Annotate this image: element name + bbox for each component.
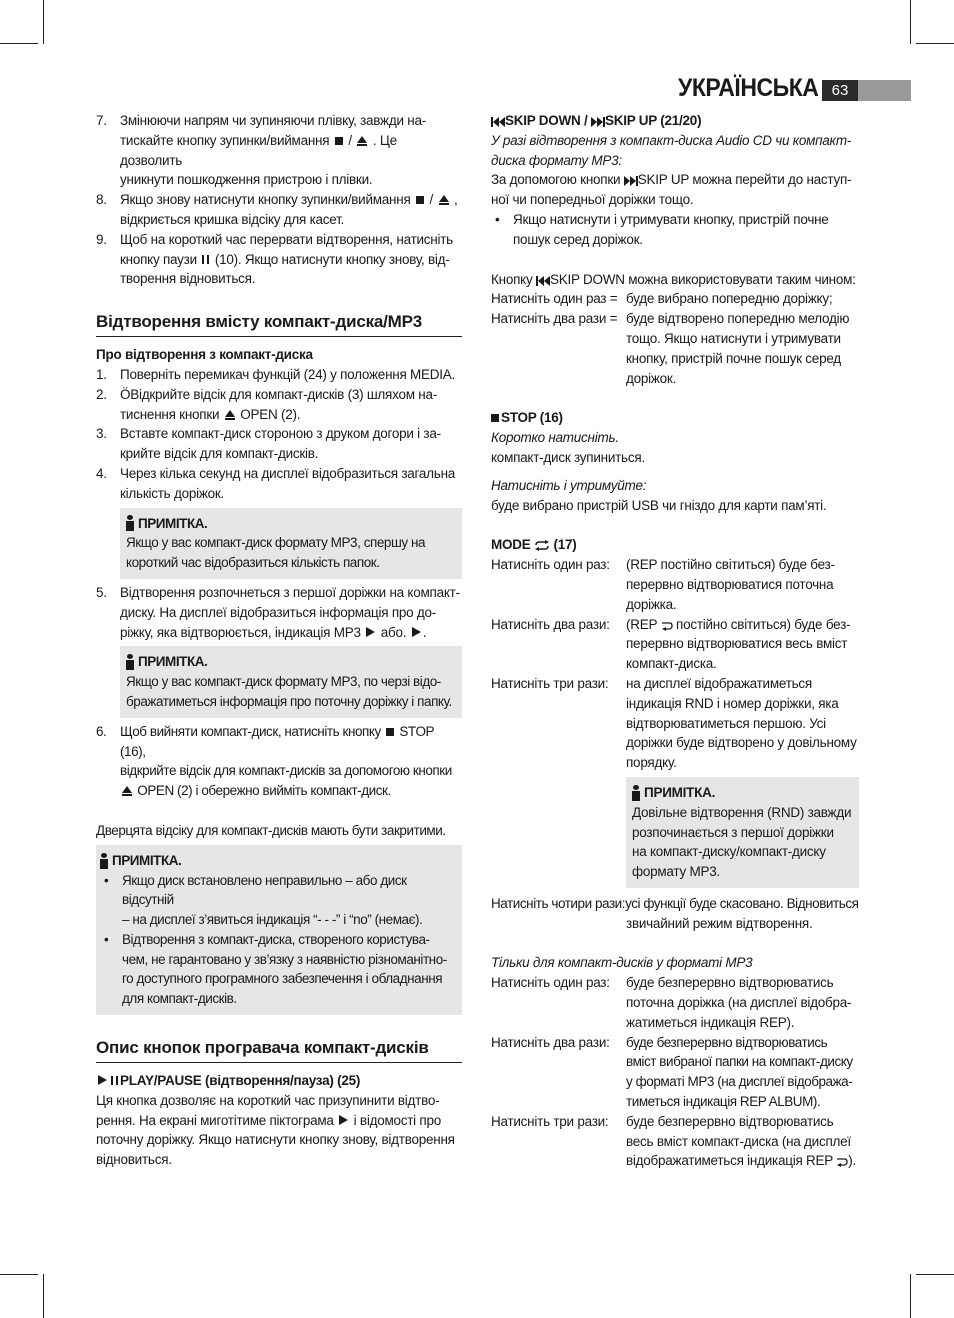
crop-mark [910, 1274, 911, 1318]
skip-back-icon [536, 276, 550, 286]
italic-line: У разі відтворення з компакт-диска Audio CD чи компакт- [491, 132, 852, 148]
bullet-item: • Відтворення з компакт-диска, створеного користува- чем, не гарантовано у зв’язку з наявністю різноманітно- го доступного програмного забезпечення і обладнання для компакт-дисків. [104, 931, 447, 1007]
section-heading-buttons: Опис кнопок програвача компакт-дисків [96, 1037, 462, 1063]
press-row: Натисніть один раз = буде вибрано попередню доріжку; [491, 291, 833, 307]
pause-icon [202, 255, 209, 264]
page-language-title: УКРАЇНСЬКА [678, 74, 819, 102]
info-icon [100, 853, 108, 869]
repeat-icon [534, 540, 550, 551]
italic-line: Коротко натисніть. [491, 430, 619, 446]
crop-mark [0, 1274, 38, 1275]
info-icon [126, 654, 134, 670]
subheading-stop: STOP (16) [491, 408, 859, 428]
page-number-badge: 63 [822, 80, 858, 101]
crop-mark [43, 0, 44, 44]
italic-line: Тільки для компакт-дисків у форматі MP3 [491, 955, 753, 971]
press-row: Натисніть два рази = буде відтворено попередню мелодію тощо. Якщо натиснути і утримувати кнопку, пристрій почне пошук серед доріжок. [491, 311, 850, 386]
press-row: Натисніть три рази: на дисплеї відображатиметься індикація RND і номер доріжки, яка відтворюватиметься першою. Усі доріжки буде відтворено у довільному порядку. [491, 675, 857, 771]
stop-icon [335, 137, 343, 145]
eject-icon [439, 195, 449, 202]
list-item: 1. Поверніть перемикач функцій (24) у положення MEDIA. [96, 366, 456, 382]
list-item: 4. Через кілька секунд на дисплеї відобразиться загальна кількість доріжок. [96, 465, 456, 501]
list-item: 8. Якщо знову натиснути кнопку зупинки/виймання / , відкриється кришка відсіку для касет. [96, 192, 458, 227]
bullet-item: • Якщо диск встановлено неправильно – або диск відсутній – на дисплеї з’явиться індикація “- - -” і “no” (немає). [104, 872, 423, 928]
left-column [96, 111, 462, 1170]
list-item: 5. Відтворення розпочнеться з першої доріжки на компакт- диску. На дисплеї відобразиться інформація про до- ріжку, яка відтворюється, індикація MP3 або. . [96, 584, 460, 640]
play-icon [412, 627, 421, 637]
press-row: Натисніть три рази: буде безперервно відтворюватись весь вміст компакт-диска (на дисплеї відображатиметься індикація REP ). [491, 1113, 857, 1169]
press-row: Натисніть один раз: буде безперервно відтворюватись поточна доріжка (на дисплеї відобра- жатиметься індикація REP). [491, 975, 852, 1030]
play-icon [366, 627, 375, 637]
repeat-one-icon [661, 620, 673, 631]
note-box: ПРИМІТКА. Якщо у вас компакт-диск формату MP3, спершу на короткий час відобразиться кількість папок. [120, 508, 462, 579]
stop-icon [386, 728, 394, 736]
eject-icon [225, 410, 235, 417]
paragraph-line: поточну доріжку. Якщо натиснути кнопку знову, відтворення [96, 1132, 455, 1148]
right-column [491, 111, 859, 1171]
subheading-skip: SKIP DOWN / SKIP UP (21/20) [491, 111, 859, 131]
play-icon [98, 1075, 107, 1085]
subheading-play-pause: PLAY/PAUSE (відтворення/пауза) (25) [96, 1071, 462, 1091]
play-icon [339, 1115, 348, 1125]
crop-mark [0, 43, 38, 44]
press-row: Натисніть чотири рази: усі функції буде скасовано. Відновиться [491, 895, 859, 911]
paragraph-line: За допомогою кнопки SKIP UP можна перейти до наступ- [491, 172, 852, 188]
subheading-mode: MODE (17) [491, 537, 577, 553]
paragraph-line: рення. На екрані миготітиме піктограма і відомості про [96, 1112, 441, 1128]
paragraph-line: компакт-диск зупиниться. [491, 449, 645, 465]
page-number-bar [858, 80, 911, 101]
list-item: 9. Щоб на короткий час перервати відтворення, натисніть кнопку паузи (10). Якщо натиснути кнопку знову, від- творення відновиться. [96, 231, 453, 287]
paragraph-line: Кнопку SKIP DOWN можна використовувати таким чином: [491, 271, 856, 287]
crop-mark [910, 0, 911, 44]
note-box: ПРИМІТКА. Довільне відтворення (RND) завжди розпочинається з першої доріжки на компакт-диску/компакт-диску формату MP3. [626, 777, 859, 888]
press-row: Натисніть два рази: (REP постійно світиться) буде без- перервно відтворюватися весь вміст компакт-диска. [491, 616, 851, 672]
paragraph-line: відновиться. [96, 1152, 172, 1168]
press-row: Натисніть два рази: буде безперервно відтворюватись вміст вибраної папки на компакт-диску у форматі MP3 (на дисплеї відобража- тиметься індикація REP ALBUM). [491, 1034, 853, 1110]
stop-icon [416, 196, 424, 204]
paragraph-line: звичайний режим відтворення. [626, 915, 813, 931]
list-item: 6. Щоб вийняти компакт-диск, натисніть кнопку STOP (16), відкрийте відсік для компакт-дисків за допомогою кнопки OPEN (2) і обережно вийміть компакт-диск. [96, 723, 452, 799]
skip-back-icon [491, 117, 505, 127]
subheading-cd-playback: Про відтворення з компакт-диска [96, 347, 313, 363]
section-heading-cd: Відтворення вмісту компакт-диска/MP3 [96, 311, 462, 337]
list-item: 3. Вставте компакт-диск стороною з друком догори і за- крийте відсік для компакт-дисків. [96, 426, 441, 462]
pause-icon [111, 1076, 118, 1085]
paragraph-line: буде вибрано пристрій USB чи гніздо для карти пам’яті. [491, 497, 827, 513]
crop-mark [916, 43, 954, 44]
info-icon [126, 515, 134, 531]
note-box: ПРИМІТКА. Якщо у вас компакт-диск формату MP3, по черзі відо- бражатиметься інформація про поточну доріжку і папку. [120, 646, 462, 717]
repeat-one-icon [836, 1156, 848, 1167]
note-box: ПРИМІТКА. • Якщо диск встановлено неправильно – або диск відсутній – на дисплеї з’явиться індикація “- - -” і “no” (немає). • Відтворення з компакт-диска, створеного користува- чем, не гарантовано у зв’язку з наявністю різноманітно- го доступного програмного забезпечення і обладнання для компакт-дисків. [96, 845, 462, 1015]
info-icon [632, 785, 640, 801]
skip-forward-icon [591, 117, 605, 127]
paragraph-line: ної чи попередньої доріжки тощо. [491, 192, 694, 208]
eject-icon [122, 786, 132, 793]
door-closed-text: Дверцята відсіку для компакт-дисків мають бути закритими. [96, 822, 446, 838]
list-item: 2. ÖВідкрийте відсік для компакт-дисків (3) шляхом на- тиснення кнопки OPEN (2). [96, 386, 437, 422]
eject-icon [357, 136, 367, 143]
italic-line: диска формату MP3: [491, 152, 622, 168]
press-row: Натисніть один раз: (REP постійно світиться) буде без- перервно відтворюватися поточна доріжка. [491, 557, 835, 612]
paragraph-line: Ця кнопка дозволяє на короткий час призупинити відтво- [96, 1092, 440, 1108]
crop-mark [916, 1274, 954, 1275]
stop-icon [491, 414, 499, 422]
bullet-item: • Якщо натиснути і утримувати кнопку, пристрій почне пошук серед доріжок. [495, 211, 829, 247]
skip-forward-icon [624, 176, 638, 186]
list-item: 7. Змінюючи напрям чи зупиняючи плівку, завжди на- тискайте кнопку зупинки/виймання / . Це дозволить уникнути пошкодження пристрою і плівки. [96, 113, 426, 188]
italic-line: Натисніть і утримуйте: [491, 477, 647, 493]
crop-mark [43, 1274, 44, 1318]
